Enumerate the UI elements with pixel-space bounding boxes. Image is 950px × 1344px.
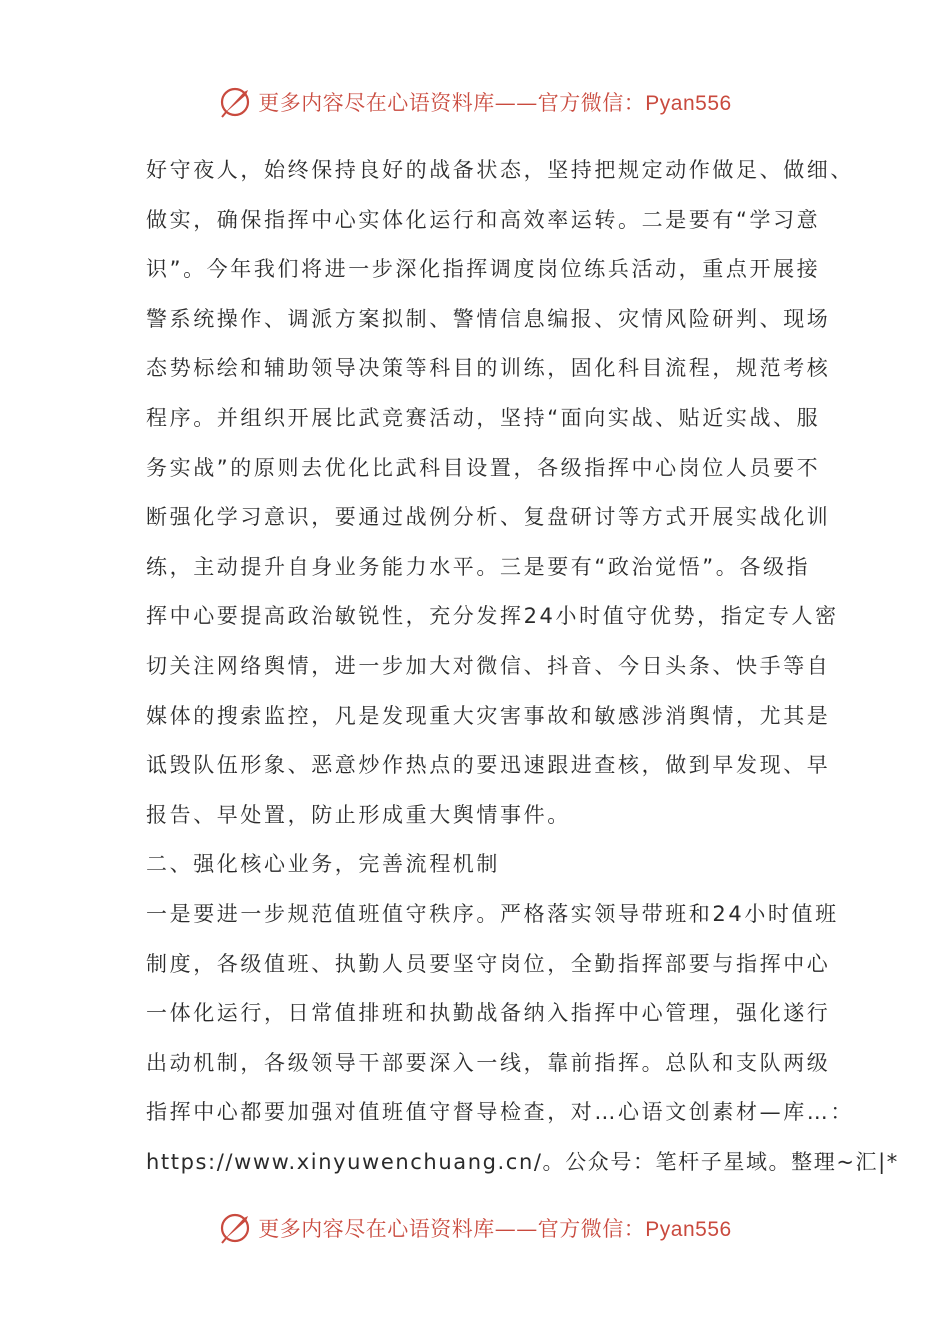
text-line: 识”。今年我们将进一步深化指挥调度岗位练兵活动，重点开展接 [146, 257, 821, 282]
text-line: 练，主动提升自身业务能力水平。三是要有“政治觉悟”。各级指 [146, 554, 811, 579]
footer-banner-text: 更多内容尽在心语资料库——官方微信：Pyan556 [258, 1217, 732, 1241]
text-line: 一体化运行，日常值排班和执勤战备纳入指挥中心管理，强化遂行 [146, 1001, 831, 1026]
section-heading: 二、强化核心业务，完善流程机制 [146, 852, 500, 877]
text-line: 好守夜人，始终保持良好的战备状态，坚持把规定动作做足、做细、 [146, 158, 854, 182]
text-line: 挥中心要提高政治敏锐性，充分发挥24小时值守优势，指定专人密 [146, 604, 839, 629]
text-line: 诋毁队伍形象、恶意炒作热点的要迅速跟进查核，做到早发现、早 [146, 753, 831, 778]
document-body [146, 146, 899, 1187]
url-line: https://www.xinyuwenchuang.cn/。公众号：笔杆子星域。整理~汇|* [146, 1149, 899, 1174]
text-line: 警系统操作、调派方案拟制、警情信息编报、灾情风险研判、现场 [146, 306, 831, 331]
header-banner [0, 82, 950, 122]
text-line: 报告、早处置，防止形成重大舆情事件。 [146, 802, 571, 827]
text-line: 媒体的搜索监控，凡是发现重大灾害事故和敏感涉消舆情，尤其是 [146, 703, 831, 728]
header-banner-text: 更多内容尽在心语资料库——官方微信：Pyan556 [258, 91, 732, 115]
text-line: 做实，确保指挥中心实体化运行和高效率运转。二是要有“学习意 [146, 207, 821, 232]
text-line: 务实战”的原则去优化比武科目设置，各级指挥中心岗位人员要不 [146, 455, 821, 480]
text-line: 程序。并组织开展比武竞赛活动，坚持“面向实战、贴近实战、服 [146, 405, 821, 430]
text-line: 出动机制，各级领导干部要深入一线，靠前指挥。总队和支队两级 [146, 1050, 831, 1075]
header-wechat-id: Pyan556 [645, 92, 732, 115]
text-line: 态势标绘和辅助领导决策等科目的训练，固化科目流程，规范考核 [146, 356, 831, 381]
text-line: 切关注网络舆情，进一步加大对微信、抖音、今日头条、快手等自 [146, 653, 831, 678]
quill-logo-icon [218, 84, 254, 120]
text-line: 指挥中心都要加强对值班值守督导检查，对…心语文创素材—库…： [146, 1100, 854, 1125]
text-line: 断强化学习意识，要通过战例分析、复盘研讨等方式开展实战化训 [146, 505, 831, 530]
text-line: 制度，各级值班、执勤人员要坚守岗位，全勤指挥部要与指挥中心 [146, 951, 831, 976]
text-line: 一是要进一步规范值班值守秩序。严格落实领导带班和24小时值班 [146, 901, 839, 926]
footer-wechat-id: Pyan556 [645, 1218, 732, 1241]
quill-logo-icon [218, 1210, 254, 1246]
footer-banner [0, 1208, 950, 1248]
